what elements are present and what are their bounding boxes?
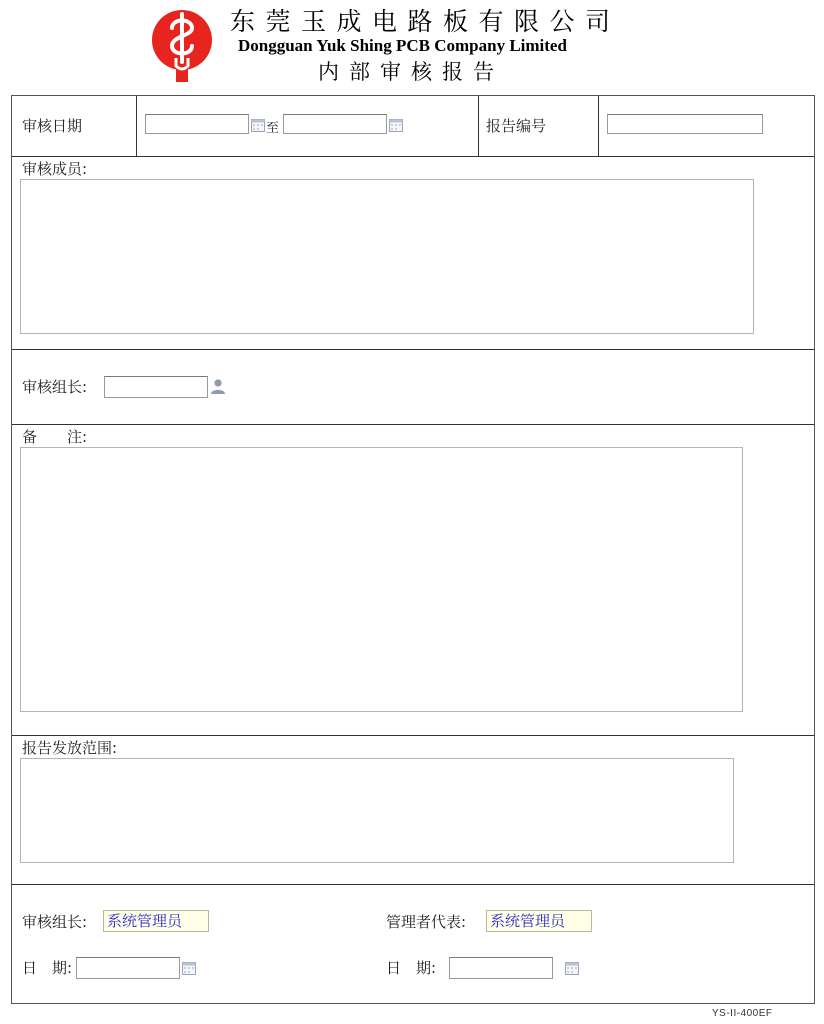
calendar-icon[interactable] (389, 118, 403, 132)
company-name-chinese: 东莞玉成电路板有限公司 (230, 7, 621, 36)
signoff-date-left-input[interactable] (76, 957, 180, 979)
user-picker-icon[interactable] (210, 378, 226, 394)
audit-leader-row (12, 349, 814, 424)
audit-members-textarea[interactable] (20, 179, 754, 334)
audit-members-label: 审核成员: (22, 160, 88, 178)
remarks-row (12, 424, 814, 735)
audit-members-row (12, 156, 814, 349)
signoff-leader-value: 系统管理员 (103, 910, 209, 932)
distribution-label: 报告发放范围: (22, 739, 118, 757)
signoff-date-left-label: 日 期: (22, 959, 73, 977)
report-number-label: 报告编号 (486, 117, 547, 135)
remarks-textarea[interactable] (20, 447, 743, 712)
audit-leader-label: 审核组长: (22, 378, 88, 396)
report-title: 内部审核报告 (318, 60, 504, 84)
signoff-date-right-label: 日 期: (386, 959, 437, 977)
audit-report-form (11, 95, 815, 1004)
report-header (0, 0, 824, 92)
cell-divider (478, 96, 479, 156)
audit-date-row (12, 96, 814, 156)
calendar-icon[interactable] (565, 961, 579, 975)
cell-divider (136, 96, 137, 156)
report-number-input[interactable] (607, 114, 763, 134)
date-range-to-label: 至 (266, 121, 280, 136)
logo-icon (150, 6, 214, 86)
company-name-english: Dongguan Yuk Shing PCB Company Limited (238, 36, 567, 55)
calendar-icon[interactable] (251, 118, 265, 132)
signoff-date-right-input[interactable] (449, 957, 553, 979)
cell-divider (598, 96, 599, 156)
signoff-leader-label: 审核组长: (22, 913, 88, 931)
audit-leader-input[interactable] (104, 376, 208, 398)
audit-date-from-input[interactable] (145, 114, 249, 134)
calendar-icon[interactable] (182, 961, 196, 975)
form-code: YS-II-400EF (712, 1008, 773, 1019)
management-rep-label: 管理者代表: (386, 913, 467, 931)
remarks-label: 备 注: (22, 428, 88, 446)
signoff-row (12, 884, 814, 1003)
audit-date-to-input[interactable] (283, 114, 387, 134)
management-rep-value: 系统管理员 (486, 910, 592, 932)
audit-date-label: 审核日期 (22, 117, 83, 135)
distribution-textarea[interactable] (20, 758, 734, 863)
distribution-row (12, 735, 814, 884)
